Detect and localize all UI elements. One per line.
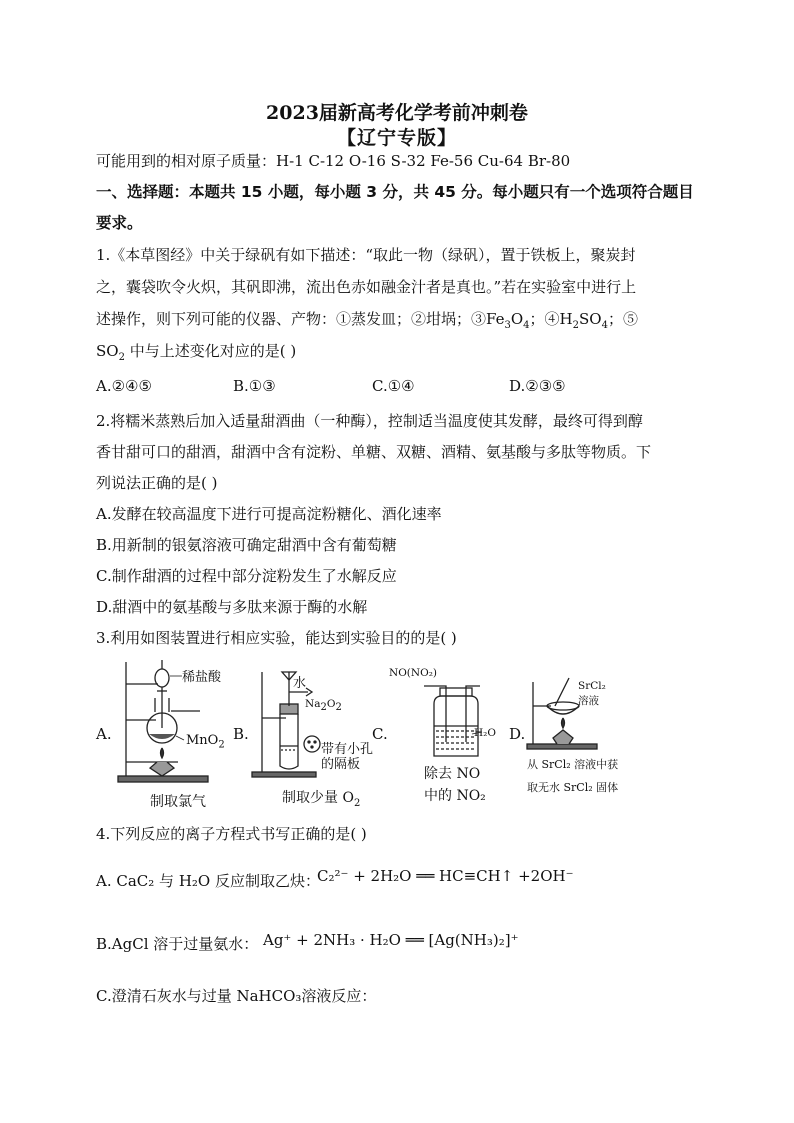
q4-option-a-text[interactable]: A. CaC₂ 与 H₂O 反应制取乙炔：: [96, 872, 320, 890]
q1-line4-text: SO: [96, 342, 119, 360]
q1-option-c[interactable]: C.①④: [372, 377, 415, 395]
fig-b-na2o2-text: Na: [305, 698, 321, 710]
fig-d-label-solution: 溶液: [578, 695, 599, 707]
q2-line2: 香甘甜可口的甜酒，甜酒中含有淀粉、单糖、双糖、酒精、氨基酸与多肽等物质。下: [96, 443, 652, 461]
sub: 4: [601, 320, 608, 331]
fig-a-label-mno2: [186, 733, 225, 751]
q4-option-b-text[interactable]: B.AgCl 溶于过量氨水：: [96, 935, 259, 953]
fig-a-mno2-text: MnO: [186, 733, 219, 748]
fig-b-label-na2o2: [305, 698, 342, 713]
q1-line1: 1.《本草图经》中关于绿矾有如下描述：“取此一物（绿矾），置于铁板上，聚炭封: [96, 246, 636, 264]
q4-option-a-equation: C₂²⁻ + 2H₂O ══ HC≡CH↑ +2OH⁻: [317, 867, 574, 885]
fig-c-caption-line2: 中的 NO₂: [424, 788, 486, 804]
fig-b-label-water: 水: [293, 676, 307, 691]
fig-c-label-gas: NO(NO₂): [389, 667, 437, 679]
q1-line4: [96, 340, 706, 369]
q4-option-c-text[interactable]: C.澄清石灰水与过量 NaHCO₃溶液反应：: [96, 987, 377, 1005]
q4-option-b-equation: Ag⁺ + 2NH₃ · H₂O ══ [Ag(NH₃)₂]⁺: [263, 931, 519, 949]
fig-d-caption-line1: 从 SrCl₂ 溶液中获: [527, 758, 619, 771]
fig-b-label-plate1: 带有小孔: [321, 742, 374, 757]
q2-option-c[interactable]: C.制作甜酒的过程中部分淀粉发生了水解反应: [96, 567, 397, 585]
paper-subtitle: 【辽宁专版】: [336, 127, 457, 149]
fig-d-label-srcl2: SrCl₂: [578, 680, 606, 692]
fig-b-letter[interactable]: B.: [233, 725, 249, 743]
fig-c-caption-line1: 除去 NO: [424, 766, 481, 782]
q1-line3-text: ；⑤: [607, 310, 638, 328]
section-heading-line2: 要求。: [96, 214, 143, 232]
q1-line3-text: SO: [579, 310, 602, 328]
fig-c-letter[interactable]: C.: [372, 725, 388, 743]
q2-option-d[interactable]: D.甜酒中的氨基酸与多肽来源于酶的水解: [96, 598, 368, 616]
q1-line3: [96, 308, 706, 337]
q1-option-d[interactable]: D.②③⑤: [509, 377, 566, 395]
q2-option-b[interactable]: B.用新制的银氨溶液可确定甜酒中含有葡萄糖: [96, 536, 397, 554]
fig-a-label-acid: 稀盐酸: [182, 670, 222, 685]
sub: 2: [118, 352, 125, 363]
atomic-masses: 可能用到的相对原子质量：H-1 C-12 O-16 S-32 Fe-56 Cu-64 Br-80: [96, 152, 571, 170]
fig-d-letter[interactable]: D.: [509, 725, 526, 743]
sub: 2: [335, 702, 342, 714]
q2-option-a[interactable]: A.发酵在较高温度下进行可提高淀粉糖化、酒化速率: [96, 505, 442, 523]
q1-option-a[interactable]: A.②④⑤: [96, 377, 152, 395]
paper-title: 2023届新高考化学考前冲刺卷: [266, 102, 528, 124]
q4-stem: 4.下列反应的离子方程式书写正确的是( ): [96, 825, 367, 843]
fig-d-caption-line2: 取无水 SrCl₂ 固体: [527, 781, 619, 794]
fig-c-washing-bottle: [420, 676, 500, 760]
fig-b-label-plate2: 的隔板: [321, 757, 361, 772]
fig-b-caption: [282, 787, 360, 809]
fig-c-label-h2o: H₂O: [474, 727, 496, 739]
q1-line3-text: ；④H: [529, 310, 573, 328]
section-heading-line1: 一、选择题：本题共 15 小题，每小题 3 分，共 45 分。每小题只有一个选项符合题目: [96, 183, 694, 201]
q1-option-b[interactable]: B.①③: [233, 377, 276, 395]
fig-b-na2o2-text: O: [326, 698, 336, 710]
q1-line3-text: O: [510, 310, 524, 328]
sub: 3: [504, 320, 511, 331]
q2-line1: 2.将糯米蒸熟后加入适量甜酒曲（一种酶），控制适当温度使其发酵，最终可得到醇: [96, 412, 643, 430]
q1-line3-text: 述操作，则下列可能的仪器、产物：①蒸发皿；②坩埚；③Fe: [96, 310, 505, 328]
sub: 4: [523, 320, 530, 331]
fig-b-caption-text: 制取少量 O: [282, 790, 354, 806]
sub: 2: [218, 739, 225, 751]
sub: 2: [353, 797, 361, 809]
fig-a-letter[interactable]: A.: [96, 725, 112, 743]
q1-line2: 之，囊袋吹令火炽，其矾即沸，流出色赤如融金汁者是真也。”若在实验室中进行上: [96, 278, 637, 296]
sub: 2: [572, 320, 579, 331]
q2-line3: 列说法正确的是( ): [96, 474, 218, 492]
q3-stem: 3.利用如图装置进行相应实验，能达到实验目的的是( ): [96, 629, 457, 647]
q1-line4-text: 中与上述变化对应的是( ): [124, 342, 297, 360]
fig-b-oxygen-apparatus: [250, 668, 330, 780]
fig-a-caption: 制取氯气: [150, 794, 206, 810]
sub: 2: [320, 702, 327, 714]
